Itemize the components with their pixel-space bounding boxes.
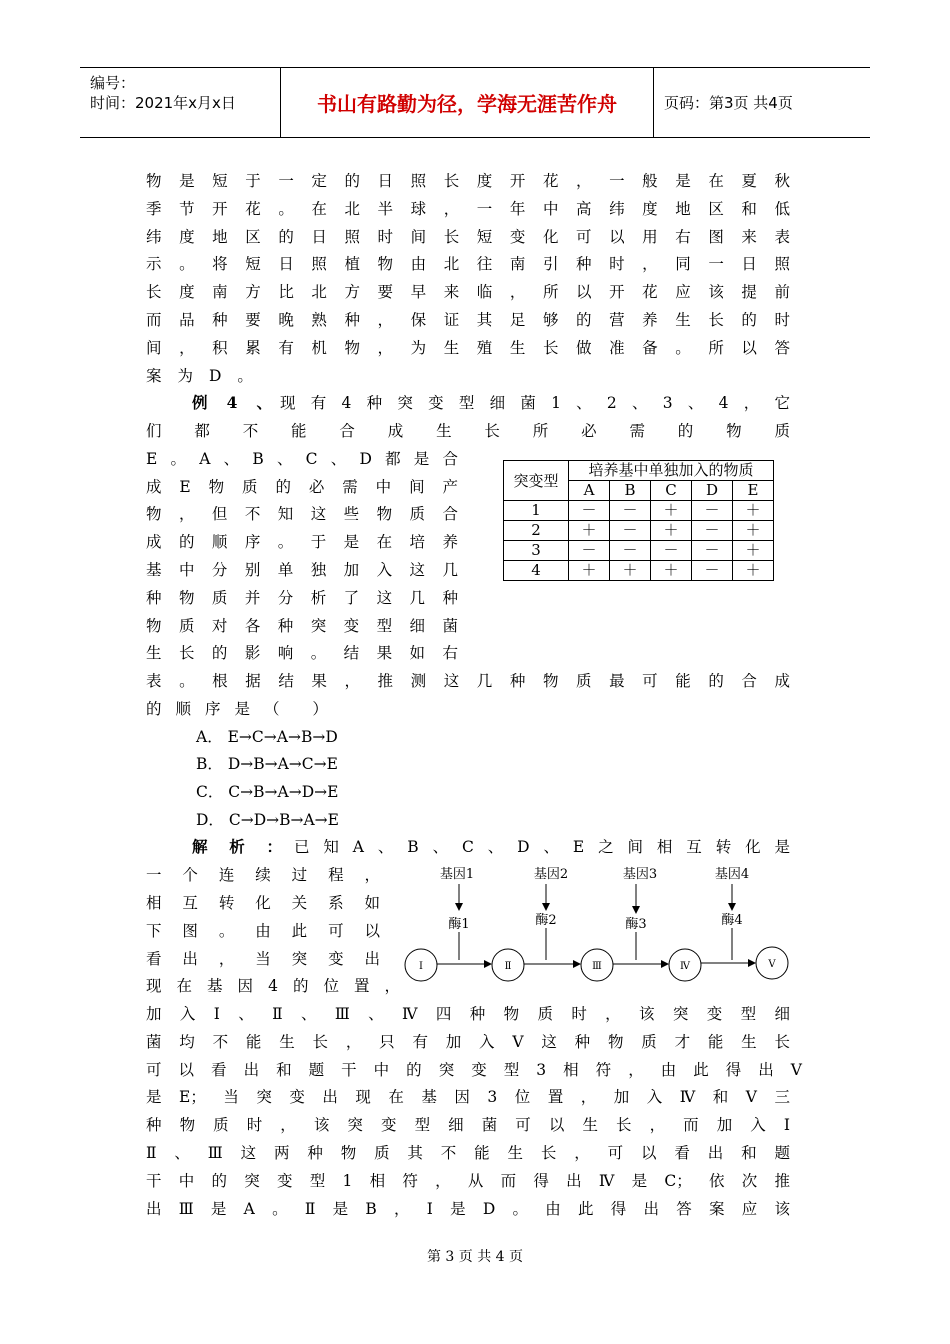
- table-cell: ＋: [569, 521, 610, 541]
- header-motto-cell: [281, 68, 654, 137]
- table-cell: ＋: [733, 501, 774, 521]
- table-cell: ＋: [733, 541, 774, 561]
- analysis-line: 出Ⅲ是A。Ⅱ是B，Ⅰ是D。由此得出答案应该: [146, 1200, 790, 1218]
- analysis-line: 菌均不能生长，只有加入Ⅴ这种物质才能生长: [146, 1033, 790, 1051]
- enzyme-label: 酶4: [721, 913, 743, 928]
- analysis-label: 解析：: [192, 837, 282, 856]
- header-page-cell: [654, 68, 870, 137]
- table-cell: 2: [504, 521, 569, 541]
- table-cell: －: [610, 541, 651, 561]
- example-narrow-line: 物质对各种突变型细菌: [146, 617, 458, 635]
- gene-label: 基因1: [439, 867, 475, 882]
- table-row: [504, 541, 774, 561]
- body-line: 而品种要晚熟种，保证其足够的营养生长的时: [146, 311, 790, 329]
- table-cell: ＋: [651, 521, 692, 541]
- example-narrow-line: 物，但不知这些物质合: [146, 505, 458, 523]
- mutant-growth-table: [503, 460, 774, 581]
- analysis-narrow-line: 相互转化关系如: [146, 894, 380, 912]
- example-line: 表。根据结果，推测这几种物质最可能的合成: [146, 672, 790, 690]
- substance-label: Ⅲ: [592, 961, 602, 972]
- analysis-line: Ⅱ、Ⅲ这两种物质其不能生长，可以看出和题: [146, 1144, 790, 1162]
- enzyme-label: 酶1: [448, 917, 470, 932]
- table-cell: －: [569, 541, 610, 561]
- analysis-narrow-line: 一个连续过程，: [146, 866, 380, 884]
- substance-label: Ⅱ: [504, 961, 512, 972]
- pathway-diagram: [400, 860, 800, 990]
- enzyme-label: 酶2: [535, 913, 557, 928]
- table-cell: －: [692, 561, 733, 581]
- table-row: [504, 561, 774, 581]
- body-line: 季节开花。在北半球，一年中高纬度地区和低: [146, 200, 790, 218]
- example-label: 例4、: [192, 393, 272, 412]
- page-header: [80, 67, 870, 138]
- table-cell: －: [651, 541, 692, 561]
- option-b: B． D→B→A→C→E: [196, 755, 338, 773]
- option-c: C． C→B→A→D→E: [196, 783, 339, 801]
- body-line: 纬度地区的日照时间长短变化可以用右图来表: [146, 228, 790, 246]
- table-cell: －: [692, 521, 733, 541]
- page-footer: 第 3 页 共 4 页: [426, 1249, 524, 1265]
- example-line: 的顺序是（ ）: [146, 700, 342, 718]
- table-col-header: D: [692, 481, 733, 501]
- table-cell: 3: [504, 541, 569, 561]
- table-col-header: E: [733, 481, 774, 501]
- page-info: 页码：第3页 共4页: [664, 94, 793, 112]
- header-meta: [80, 68, 281, 137]
- table-cell: －: [610, 501, 651, 521]
- example-narrow-line: 成的顺序。于是在培养: [146, 533, 458, 551]
- table-cell: －: [692, 541, 733, 561]
- table-cell: ＋: [651, 561, 692, 581]
- example-line: 现有4种突变型细菌1、2、3、4，它: [280, 394, 790, 412]
- substance-label: Ⅰ: [419, 961, 423, 972]
- table-cell: －: [610, 521, 651, 541]
- table-header-mutant: 突变型: [504, 461, 569, 501]
- table-cell: ＋: [610, 561, 651, 581]
- table-cell: ＋: [569, 561, 610, 581]
- example-narrow-line: E。A、B、C、D都是合: [146, 450, 458, 468]
- analysis-line: 干中的突变型1相符，从而得出Ⅳ是C；依次推: [146, 1172, 790, 1190]
- motto: 书山有路勤为径，学海无涯苦作舟: [317, 92, 617, 116]
- analysis-line: 种物质时，该突变型细菌可以生长，而加入Ⅰ: [146, 1116, 790, 1134]
- time-label: 时间：2021年x月x日: [90, 94, 236, 112]
- analysis-line: 可以看出和题干中的突变型3相符，由此得出Ⅴ: [146, 1061, 802, 1079]
- gene-label: 基因2: [533, 867, 569, 882]
- example-narrow-line: 生长的影响。结果如右: [146, 644, 458, 662]
- substance-label: Ⅴ: [768, 959, 776, 970]
- table-row: [504, 501, 774, 521]
- table-col-header: A: [569, 481, 610, 501]
- enzyme-label: 酶3: [625, 917, 647, 932]
- table-cell: ＋: [733, 521, 774, 541]
- gene-label: 基因3: [622, 867, 658, 882]
- analysis-line: 加入Ⅰ、Ⅱ、Ⅲ、Ⅳ四种物质时，该突变型细: [146, 1005, 790, 1023]
- body-line: 示。将短日照植物由北往南引种时，同一日照: [146, 255, 790, 273]
- example-narrow-line: 种物质并分析了这几种: [146, 589, 458, 607]
- body-line: 案为D。: [146, 367, 269, 385]
- substance-label: Ⅳ: [680, 961, 690, 972]
- table-header-substances: 培养基中单独加入的物质: [569, 461, 774, 481]
- table-cell: ＋: [733, 561, 774, 581]
- example-narrow-line: 基中分别单独加入这几: [146, 561, 458, 579]
- table-cell: －: [692, 501, 733, 521]
- table-col-header: B: [610, 481, 651, 501]
- analysis-line: 是E；当突变出现在基因3位置，加入Ⅳ和Ⅴ三: [146, 1088, 790, 1106]
- table-cell: ＋: [651, 501, 692, 521]
- table-col-header: C: [651, 481, 692, 501]
- gene-label: 基因4: [714, 867, 750, 882]
- analysis-line: 已知A、B、C、D、E之间相互转化是: [294, 838, 790, 856]
- table-cell: －: [569, 501, 610, 521]
- table-cell: 4: [504, 561, 569, 581]
- analysis-narrow-line: 看出，当突变出: [146, 950, 380, 968]
- example-line: 们都不能合成生长所必需的物质: [146, 422, 790, 440]
- table-cell: 1: [504, 501, 569, 521]
- option-d: D． C→D→B→A→E: [196, 811, 339, 829]
- body-line: 物是短于一定的日照长度开花，一般是在夏秋: [146, 172, 790, 190]
- analysis-narrow-line: 现在基因4的位置，: [146, 977, 400, 995]
- body-line: 间，积累有机物，为生殖生长做准备。所以答: [146, 339, 790, 357]
- number-label: 编号：: [90, 74, 136, 92]
- analysis-narrow-line: 下图。由此可以: [146, 922, 380, 940]
- body-line: 长度南方比北方要早来临，所以开花应该提前: [146, 283, 790, 301]
- example-narrow-line: 成E物质的必需中间产: [146, 478, 458, 496]
- option-a: A． E→C→A→B→D: [196, 728, 338, 746]
- table-row: [504, 521, 774, 541]
